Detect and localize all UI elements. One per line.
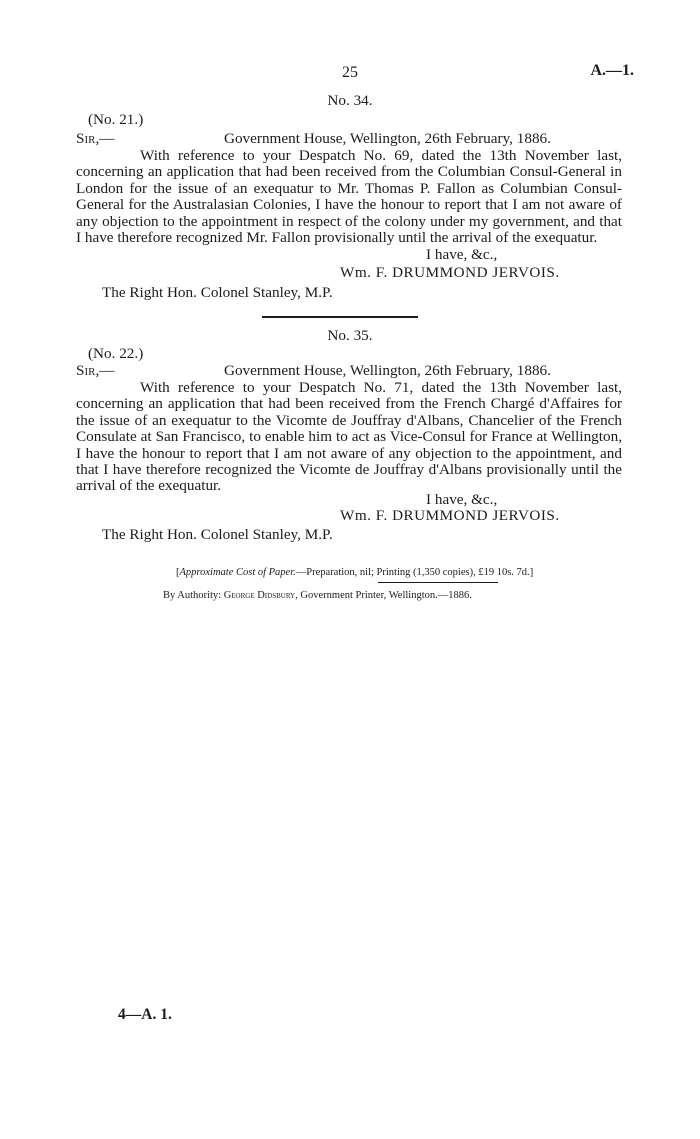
despatch-body: With reference to your Despatch No. 69, dated the 13th November last, concerning an application that had been received from the Columbian Consul-General in London for the issue of an exequatur to Mr. Thomas P. Fallon as Columbian Consul-General for the Australasian Colonies, I have the honour to report that I am not aware of any objection to the appointment in respect of the colony under my government, and that I have therefore recognized Mr. Fallon provisionally until the arrival of the exequatur. — [76, 147, 622, 247]
dateline: Government House, Wellington, 26th February, 1886. — [224, 130, 551, 147]
authority-prefix: By Authority: — [163, 590, 222, 601]
despatch-number: No. 35. — [327, 327, 373, 344]
addressee: The Right Hon. Colonel Stanley, M.P. — [102, 284, 333, 301]
cost-label: Approximate Cost of Paper. — [179, 567, 296, 578]
salutation: Sir,— — [76, 362, 115, 379]
printer-name: George Didsbury — [223, 590, 296, 601]
document-reference: A.—1. — [590, 62, 634, 79]
closing: I have, &c., — [426, 246, 498, 263]
despatch-body: With reference to your Despatch No. 71, dated the 13th November last, concerning an application that had been received from the French Chargé d'Affaires for the issue of an exequatur to the Vicomte de Jouffray d'Albans, Chancelier of the French Consulate at San Francisco, to enable him to act as Vice-Consul for France at Wellington, I have the honour to report that I am not aware of any objection to the appointment, and that I have therefore recognized the Vicomte de Jouffray d'Albans provisionally until the arrival of the exequatur. — [76, 379, 622, 495]
despatch-series: (No. 21.) — [88, 111, 144, 128]
cost-note: [Approximate Cost of Paper.—Preparation, nil; Printing (1,350 copies), £19 10s. 7d.] — [176, 567, 534, 578]
signature-mark: 4—A. 1. — [118, 1006, 172, 1023]
signature: Wm. F. DRUMMOND JERVOIS. — [340, 507, 560, 524]
despatch-number: No. 34. — [327, 92, 373, 109]
addressee: The Right Hon. Colonel Stanley, M.P. — [102, 526, 333, 543]
salutation: Sir,— — [76, 130, 115, 147]
printer-authority — [163, 590, 472, 601]
closing: I have, &c., — [426, 491, 498, 508]
section-divider — [262, 316, 418, 318]
despatch-series: (No. 22.) — [88, 345, 144, 362]
cost-text: —Preparation, nil; Printing (1,350 copies), £19 10s. 7d. — [295, 567, 530, 578]
page-number: 25 — [342, 64, 358, 81]
footer-rule — [378, 582, 498, 583]
authority-suffix: , Government Printer, Wellington.—1886. — [295, 590, 472, 601]
dateline: Government House, Wellington, 26th February, 1886. — [224, 362, 551, 379]
signature: Wm. F. DRUMMOND JERVOIS. — [340, 264, 560, 281]
